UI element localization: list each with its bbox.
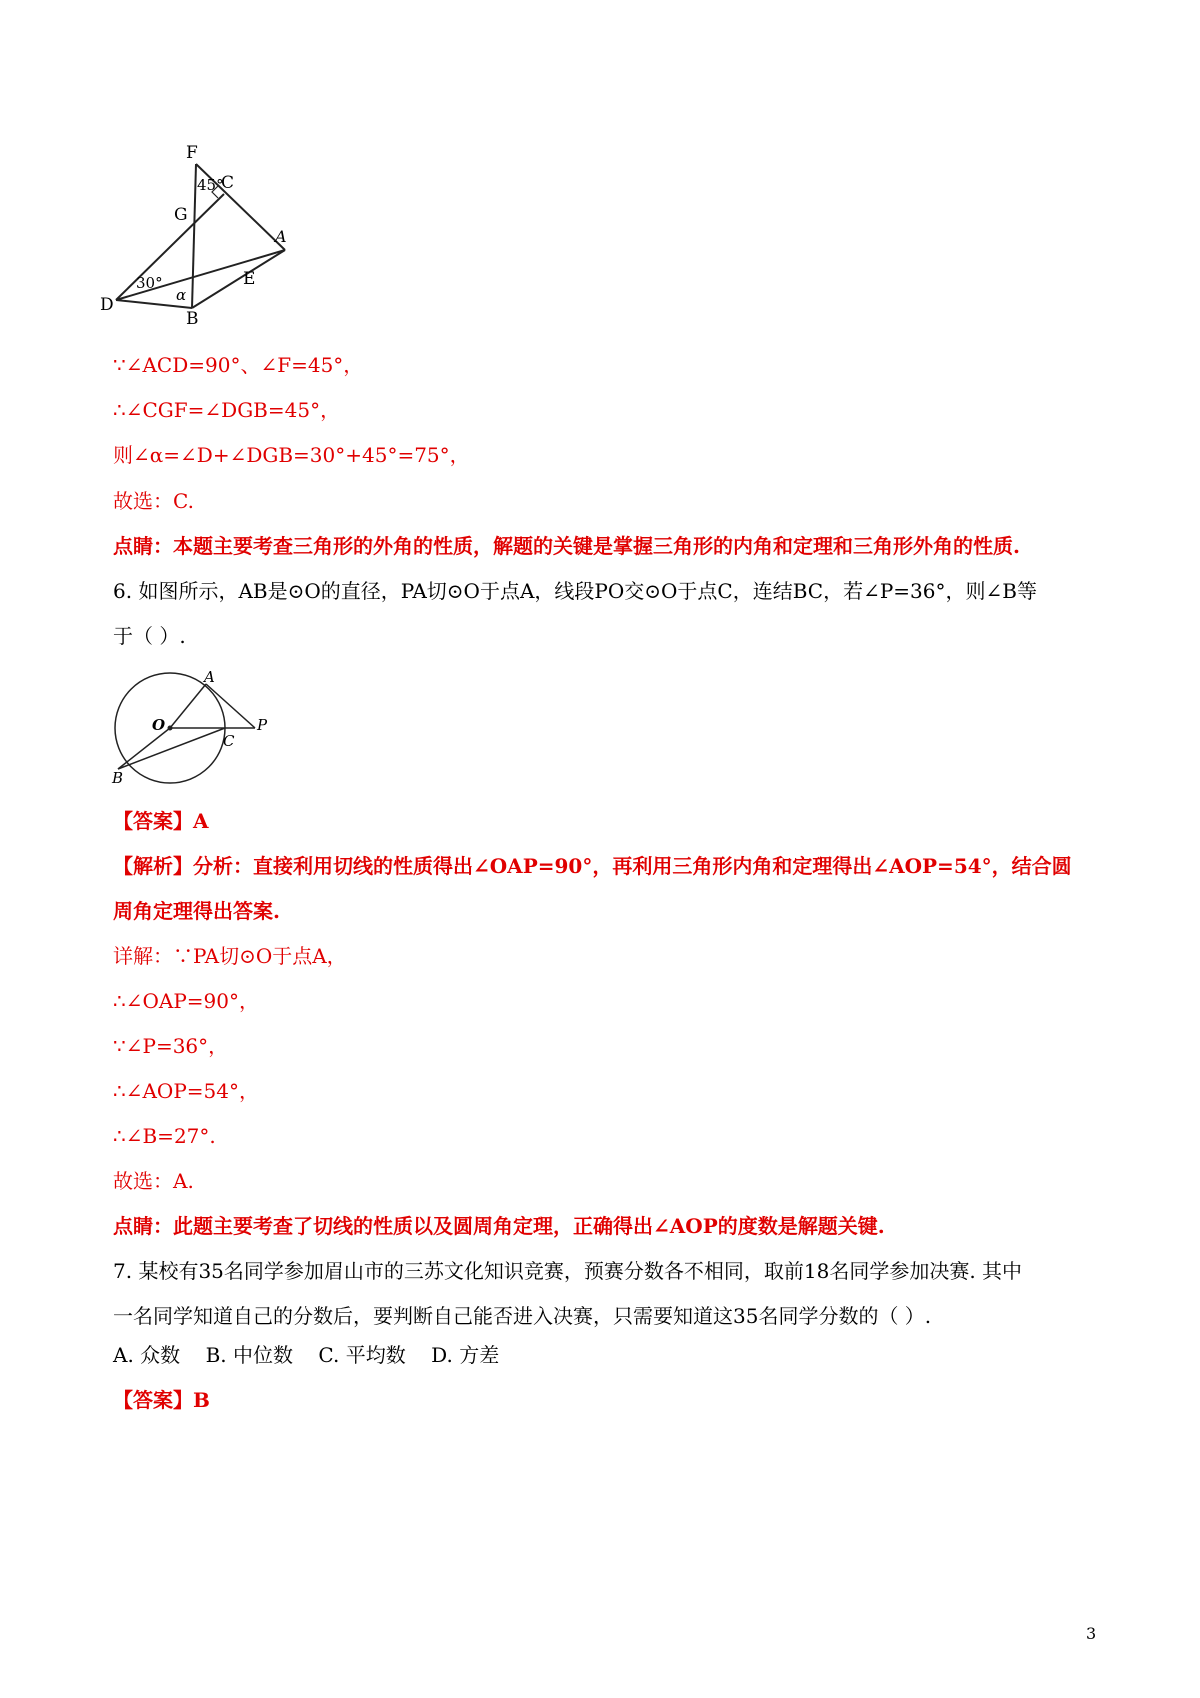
question7-options: A. 众数 B. 中位数 C. 平均数 D. 方差 — [113, 1343, 500, 1367]
angle-alpha-label: α — [176, 286, 187, 304]
question6-analysis-line2: 周角定理得出答案. — [113, 899, 280, 923]
page-number: 3 — [1086, 1624, 1097, 1643]
question6-answer: 【答案】A — [113, 809, 209, 833]
question6-detail4: ∴∠AOP=54°， — [113, 1079, 259, 1103]
label-b: B — [186, 309, 199, 325]
question7-line2: 一名同学知道自己的分数后，要判断自己能否进入决赛，只需要知道这35名同学分数的（ ）. — [113, 1304, 932, 1328]
question6-analysis-line1: 【解析】分析：直接利用切线的性质得出∠OAP=90°，再利用三角形内角和定理得出∠AOP=54°，结合圆 — [113, 854, 1072, 878]
label-d: D — [100, 295, 114, 315]
label-a: A — [275, 227, 287, 246]
angle-30-label: 30° — [136, 274, 163, 292]
solution5-comment: 点睛：本题主要考查三角形的外角的性质，解题的关键是掌握三角形的内角和定理和三角形外角的性质. — [113, 534, 1020, 558]
question6-detail5: ∴∠B=27°. — [113, 1124, 216, 1148]
angle-45-label: 45° — [197, 176, 224, 194]
question6-detail3: ∵∠P=36°， — [113, 1034, 229, 1058]
segment-oa — [170, 684, 206, 728]
segment-bc — [118, 728, 225, 769]
label-c: C — [221, 173, 235, 193]
question6-detail2: ∴∠OAP=90°， — [113, 989, 259, 1013]
label-e: E — [243, 269, 256, 289]
solution5-line3: 则∠α=∠D+∠DGB=30°+45°=75°， — [113, 443, 470, 467]
segment-ba — [192, 250, 285, 308]
solution5-choice: 故选：C. — [113, 489, 194, 513]
question6-line1: 6. 如图所示，AB是⊙O的直径，PA切⊙O于点A，线段PO交⊙O于点C，连结BC，若∠P=36°，则∠B等 — [113, 579, 1037, 603]
label-o2: O — [152, 716, 166, 734]
label-p2: P — [257, 716, 268, 734]
label-f: F — [186, 143, 198, 163]
circle-figure — [110, 668, 290, 803]
solution5-line1: ∵∠ACD=90°、∠F=45°， — [113, 353, 364, 377]
question6-detail1: 详解：∵PA切⊙O于点A， — [113, 944, 347, 968]
question7-line1: 7. 某校有35名同学参加眉山市的三苏文化知识竞赛，预赛分数各不相同，取前18名同学参加决赛. 其中 — [113, 1259, 1023, 1283]
solution5-line2: ∴∠CGF=∠DGB=45°， — [113, 398, 341, 422]
label-c2: C — [223, 732, 235, 750]
question6-line2: 于（ ）. — [113, 624, 186, 648]
question6-comment: 点睛：此题主要考查了切线的性质以及圆周角定理，正确得出∠AOP的度数是解题关键. — [113, 1214, 885, 1238]
label-a2: A — [204, 668, 215, 686]
label-b2: B — [112, 769, 124, 787]
segment-ob — [118, 728, 170, 769]
question7-answer: 【答案】B — [113, 1388, 210, 1412]
segment-fb — [192, 164, 196, 308]
segment-ap — [206, 684, 255, 728]
label-g: G — [174, 205, 188, 225]
triangle-figure — [100, 140, 300, 325]
question6-choice: 故选：A. — [113, 1169, 194, 1193]
